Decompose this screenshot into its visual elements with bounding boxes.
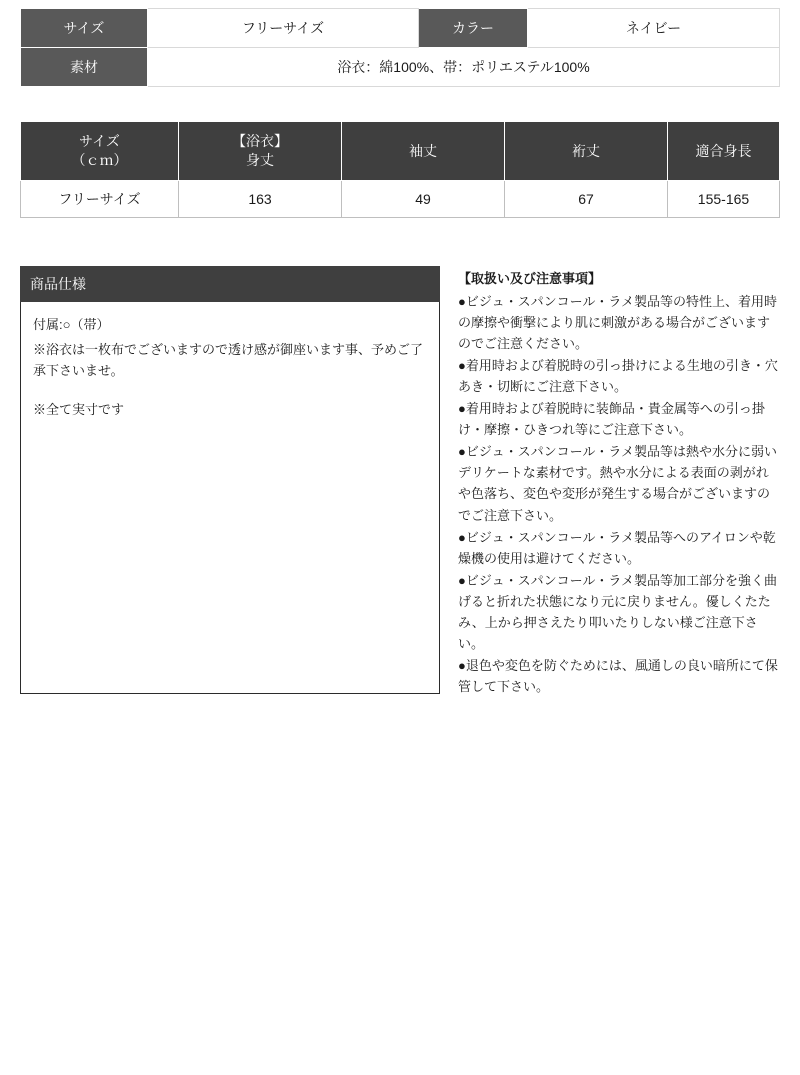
table-row [21,48,780,87]
list-item: ●着用時および着脱時に装飾品・貴金属等への引っ掛け・摩擦・ひきつれ等にご注意下さい。 [458,401,765,438]
size-measurements-table [20,121,780,218]
product-spec-line-1: 付属:○（帯） [33,317,110,332]
size-cell-size: フリーサイズ [21,181,179,218]
spec-value-size: フリーサイズ [148,9,419,48]
spec-summary-table [20,8,780,87]
size-cell-height: 155-165 [668,181,780,218]
product-spec-title: 商品仕様 [20,266,440,302]
table-header-row [21,122,780,181]
bottom-section [20,266,780,698]
list-item: ●退色や変色を防ぐためには、風通しの良い暗所にて保管して下さい。 [458,657,778,694]
size-col-header-height: 適合身長 [668,122,780,181]
spec-label-color: カラー [419,9,528,48]
list-item: ●ビジュ・スパンコール・ラメ製品等は熱や水分に弱いデリケートな素材です。熱や水分による表面の剥がれや色落ち、変色や変形が発生する場合がございますのでご注意下さい。 [458,444,777,523]
size-cell-length: 163 [179,181,342,218]
spec-value-material: 浴衣：綿100%、帯：ポリエステル100% [148,48,780,87]
size-col-header-yuki: 裄丈 [505,122,668,181]
notice-title: 【取扱い及び注意事項】 [458,271,602,286]
size-col-header-size: サイズ （ｃｍ） [21,122,179,181]
table-row [21,9,780,48]
notice-panel [458,266,780,698]
list-item: ●ビジュ・スパンコール・ラメ製品等の特性上、着用時の摩擦や衝撃により肌に刺激がある場合がございますのでご注意ください。 [458,294,777,352]
list-item: ●ビジュ・スパンコール・ラメ製品等へのアイロンや乾燥機の使用は避けてください。 [458,529,776,566]
size-cell-sleeve: 49 [342,181,505,218]
size-col-header-sleeve: 袖丈 [342,122,505,181]
spec-value-color: ネイビー [528,9,780,48]
spec-label-material: 素材 [21,48,148,87]
product-spec-panel [20,266,440,694]
size-col-header-length: 【浴衣】 身丈 [179,122,342,181]
product-detail-page [0,8,800,1075]
size-cell-yuki: 67 [505,181,668,218]
product-spec-line-3: ※全て実寸です [33,402,125,418]
product-spec-line-2: ※浴衣は一枚布でございますので透け感が御座います事、予めご了承下さいませ。 [33,342,424,379]
product-spec-body [20,302,440,694]
spec-label-size: サイズ [21,9,148,48]
list-item: ●ビジュ・スパンコール・ラメ製品等加工部分を強く曲げると折れた状態になり元に戻りません。優しくたたみ、上から押さえたり叩いたりしない様ご注意下さい。 [458,572,777,651]
list-item: ●着用時および着脱時の引っ掛けによる生地の引き・穴あき・切断にご注意下さい。 [458,358,778,395]
table-row [21,181,780,218]
notice-list [458,291,780,697]
